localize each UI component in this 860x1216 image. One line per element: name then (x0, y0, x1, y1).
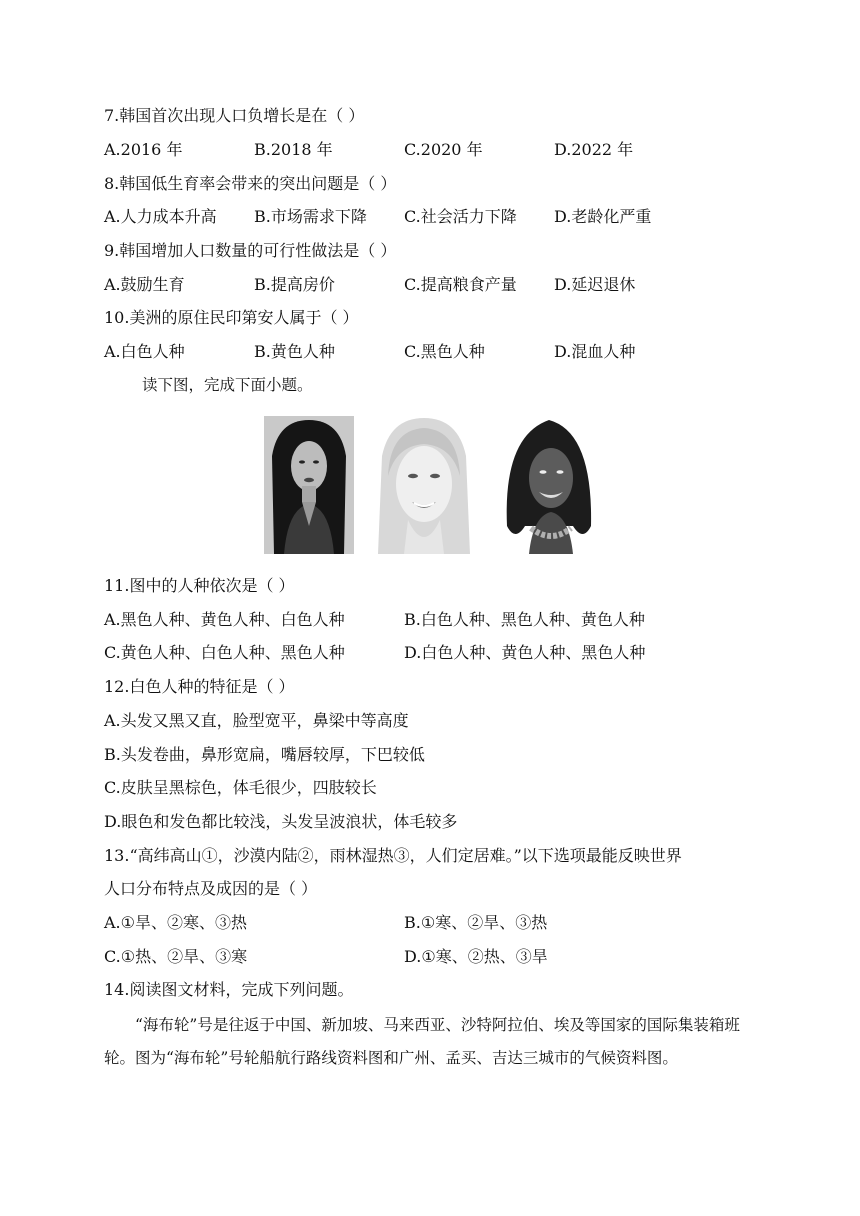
portrait-east-asian-photo (264, 416, 354, 554)
q8-option-d: D.老龄化严重 (554, 207, 652, 226)
q11-option-b: B.白色人种、黑色人种、黄色人种 (404, 610, 645, 629)
q7-option-c: C.2020 年 (404, 140, 483, 159)
q7-option-b: B.2018 年 (254, 140, 333, 159)
q11-option-c: C.黄色人种、白色人种、黑色人种 (104, 643, 345, 662)
q7-stem: 7.韩国首次出现人口负增长是在（ ） (104, 106, 365, 125)
q13-option-d: D.①寒、②热、③旱 (404, 947, 548, 966)
q7-option-a: A.2016 年 (104, 140, 183, 159)
q12-option-d: D.眼色和发色都比较浅，头发呈波浪状，体毛较多 (104, 812, 458, 831)
portrait-caucasian-photo (372, 416, 476, 554)
q8-option-b: B.市场需求下降 (254, 207, 367, 226)
figure-intro: 读下图，完成下面小题。 (142, 376, 313, 394)
q13-stem-line1: 13.“高纬高山①，沙漠内陆②，雨林湿热③，人们定居难。”以下选项最能反映世界 (104, 846, 682, 865)
q11-option-a: A.黑色人种、黄色人种、白色人种 (104, 610, 345, 629)
q9-option-a: A.鼓励生育 (104, 275, 185, 294)
q12-stem: 12.白色人种的特征是（ ） (104, 677, 295, 696)
q11-stem: 11.图中的人种依次是（ ） (104, 576, 295, 595)
q10-option-b: B.黄色人种 (254, 342, 335, 361)
q13-option-c: C.①热、②旱、③寒 (104, 947, 248, 966)
q10-option-a: A.白色人种 (104, 342, 185, 361)
q12-option-a: A.头发又黑又直，脸型宽平，鼻梁中等高度 (104, 711, 409, 730)
q10-option-c: C.黑色人种 (404, 342, 485, 361)
q7-option-d: D.2022 年 (554, 140, 634, 159)
q13-stem-line2: 人口分布特点及成因的是（ ） (104, 879, 318, 898)
q9-option-d: D.延迟退休 (554, 275, 636, 294)
q13-option-a: A.①旱、②寒、③热 (104, 913, 247, 932)
q12-option-c: C.皮肤呈黑棕色，体毛很少，四肢较长 (104, 778, 377, 797)
q13-option-b: B.①寒、②旱、③热 (404, 913, 548, 932)
portrait-african-photo (503, 416, 595, 554)
q9-stem: 9.韩国增加人口数量的可行性做法是（ ） (104, 241, 397, 260)
q8-option-c: C.社会活力下降 (404, 207, 517, 226)
q8-stem: 8.韩国低生育率会带来的突出问题是（ ） (104, 174, 397, 193)
q11-option-d: D.白色人种、黄色人种、黑色人种 (404, 643, 646, 662)
q8-option-a: A.人力成本升高 (104, 207, 217, 226)
q12-option-b: B.头发卷曲，鼻形宽扁，嘴唇较厚，下巴较低 (104, 745, 425, 764)
q10-option-d: D.混血人种 (554, 342, 636, 361)
q10-stem: 10.美洲的原住民印第安人属于（ ） (104, 308, 359, 327)
q14-stem: 14.阅读图文材料，完成下列问题。 (104, 980, 354, 999)
q9-option-c: C.提高粮食产量 (404, 275, 517, 294)
q9-option-b: B.提高房价 (254, 275, 335, 294)
q14-passage: “海布轮”号是往返于中国、新加坡、马来西亚、沙特阿拉伯、埃及等国家的国际集装箱班轮。图为“海布轮”号轮船航行路线资料图和广州、孟买、吉达三城市的气候资料图。 (104, 1016, 740, 1067)
